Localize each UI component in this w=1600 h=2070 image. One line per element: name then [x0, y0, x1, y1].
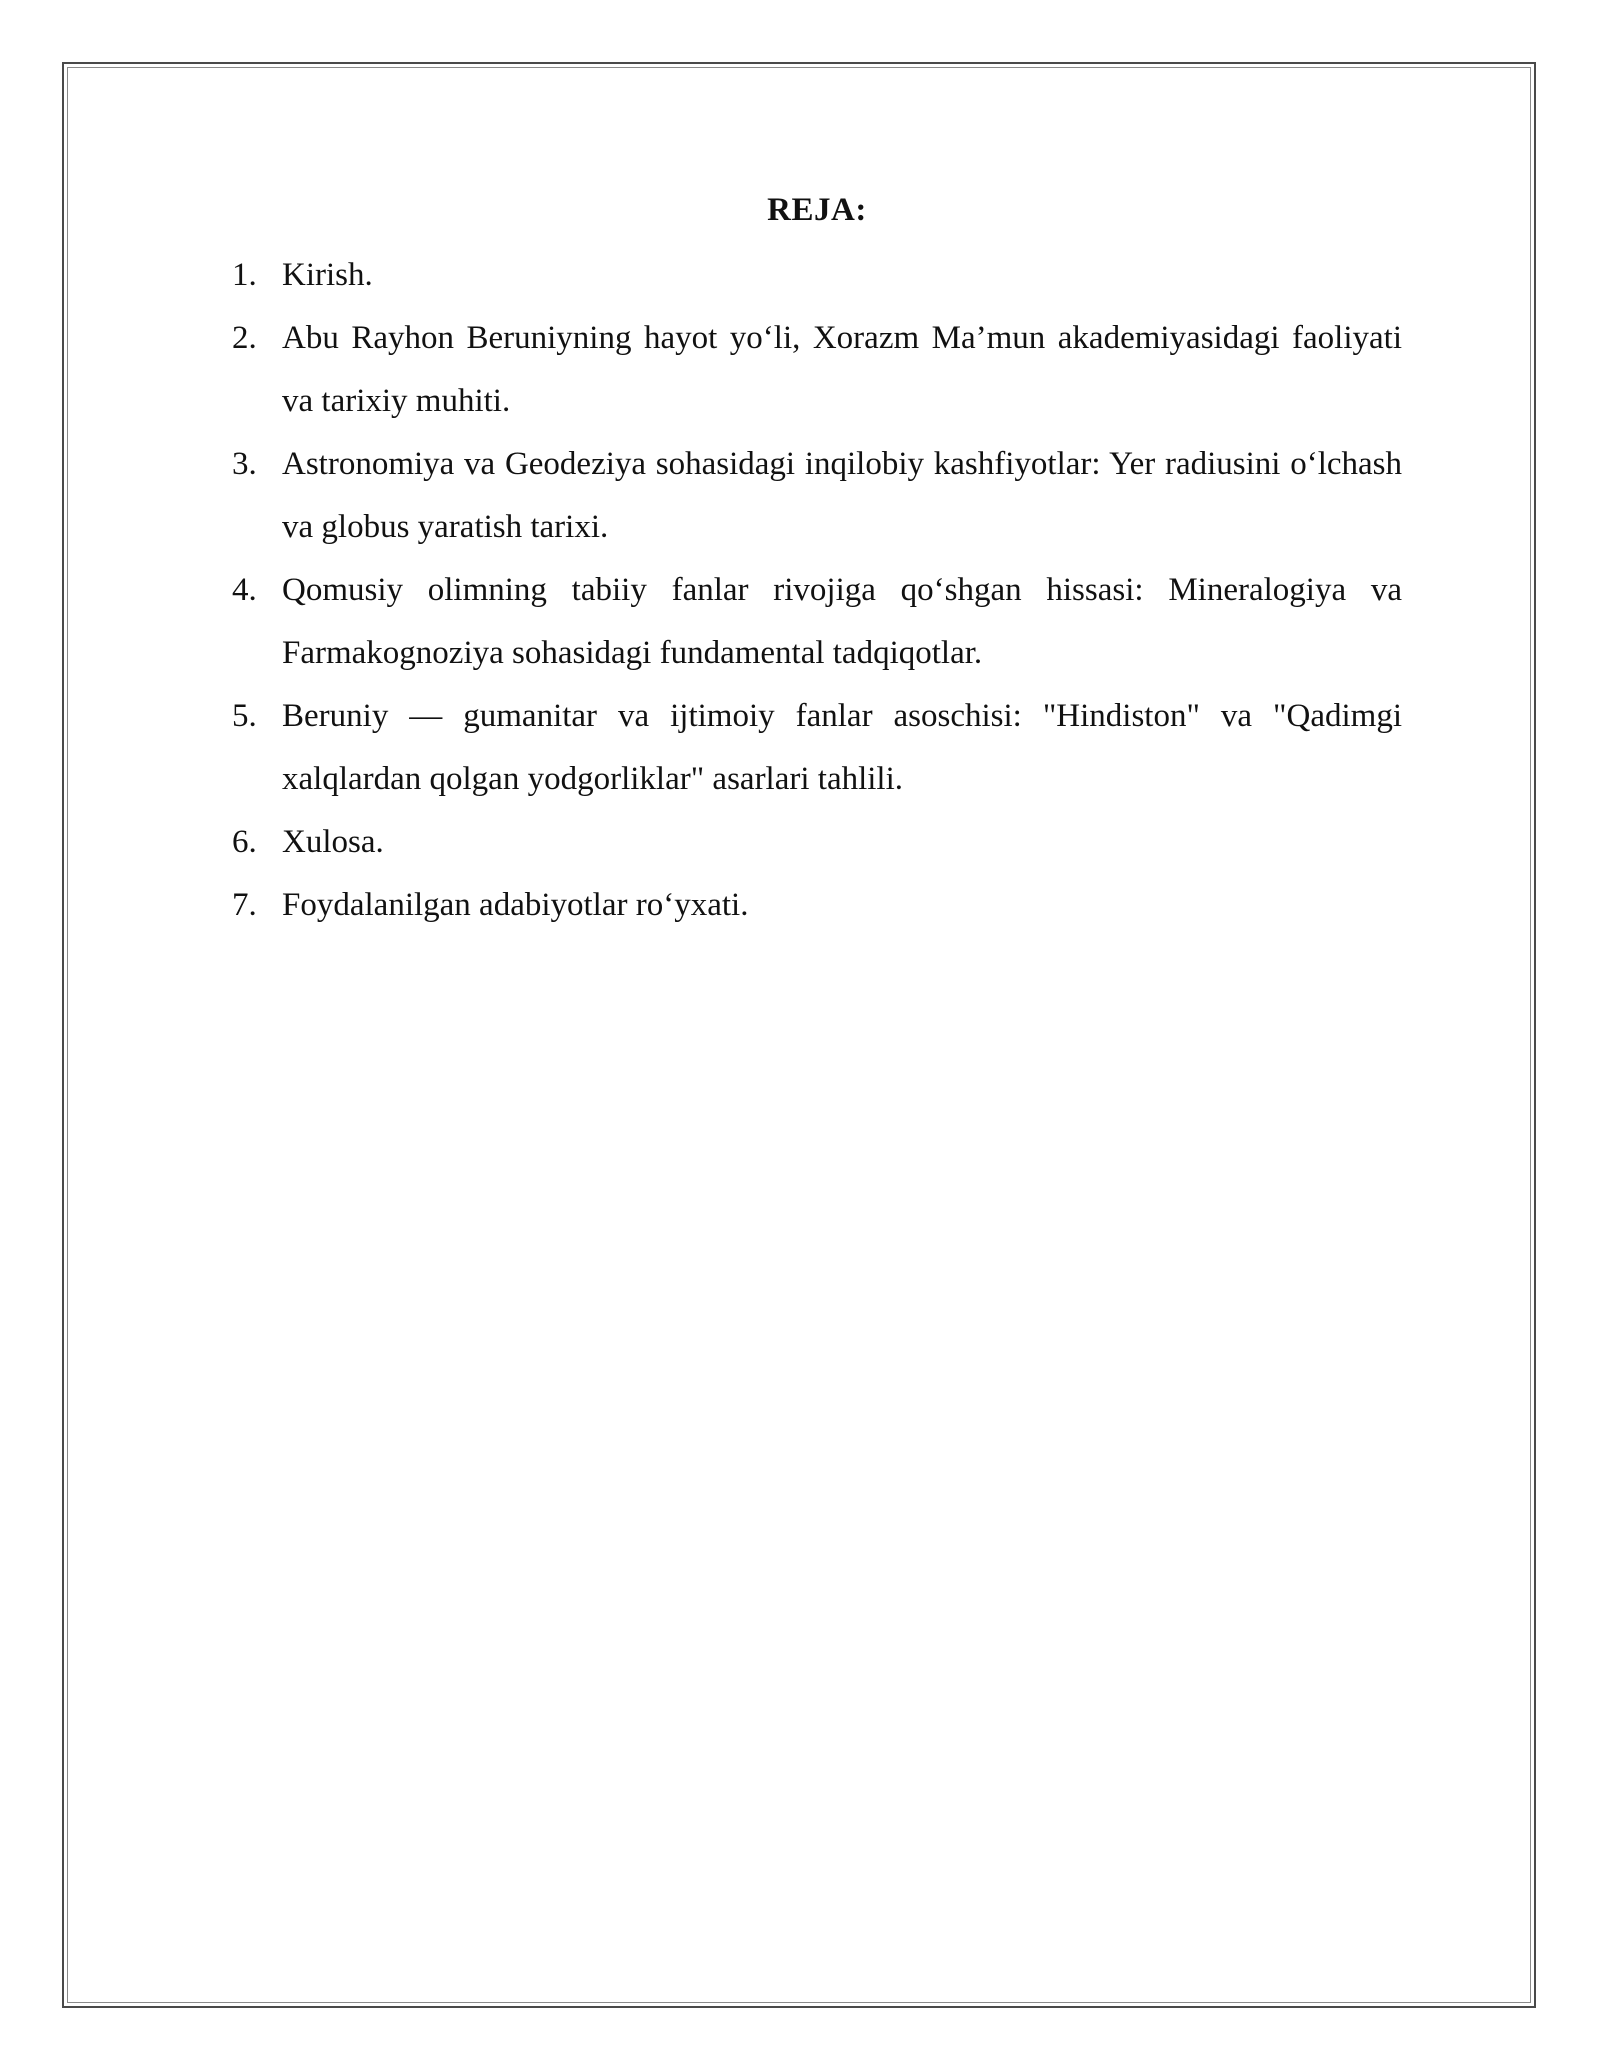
- list-item-number: 3.: [232, 446, 257, 482]
- page-title: REJA:: [767, 192, 867, 228]
- list-item-number: 2.: [232, 320, 257, 356]
- list-item-number: 1.: [232, 257, 257, 293]
- list-item: [232, 559, 1402, 685]
- list-item: [232, 685, 1402, 811]
- plan-list: [232, 244, 1402, 937]
- list-item-number: 4.: [232, 572, 257, 608]
- list-item-number: 5.: [232, 698, 257, 734]
- list-item-text: Kirish.: [282, 257, 373, 293]
- list-item-text: Abu Rayhon Beruniyning hayot yo‘li, Xorazm Ma’mun akademiyasidagi faoliyati va tarixiy muhiti.: [282, 320, 1402, 419]
- list-item: [232, 811, 1402, 874]
- list-item-number: 7.: [232, 887, 257, 923]
- list-item-text: Xulosa.: [282, 824, 384, 860]
- list-item: [232, 244, 1402, 307]
- list-item-text: Qomusiy olimning tabiiy fanlar rivojiga qo‘shgan hissasi: Mineralogiya va Farmakognoziya sohasidagi fundamental tadqiqotlar.: [282, 572, 1402, 671]
- list-item-text: Foydalanilgan adabiyotlar ro‘yxati.: [282, 887, 749, 923]
- list-item-number: 6.: [232, 824, 257, 860]
- list-item-text: Astronomiya va Geodeziya sohasidagi inqilobiy kashfiyotlar: Yer radiusini o‘lchash va globus yaratish tarixi.: [282, 446, 1402, 545]
- list-item: [232, 433, 1402, 559]
- list-item: [232, 307, 1402, 433]
- list-item-text: Beruniy — gumanitar va ijtimoiy fanlar asoschisi: "Hindiston" va "Qadimgi xalqlardan qolgan yodgorliklar" asarlari tahlili.: [282, 698, 1402, 797]
- document-body: [232, 186, 1402, 937]
- list-item: [232, 874, 1402, 937]
